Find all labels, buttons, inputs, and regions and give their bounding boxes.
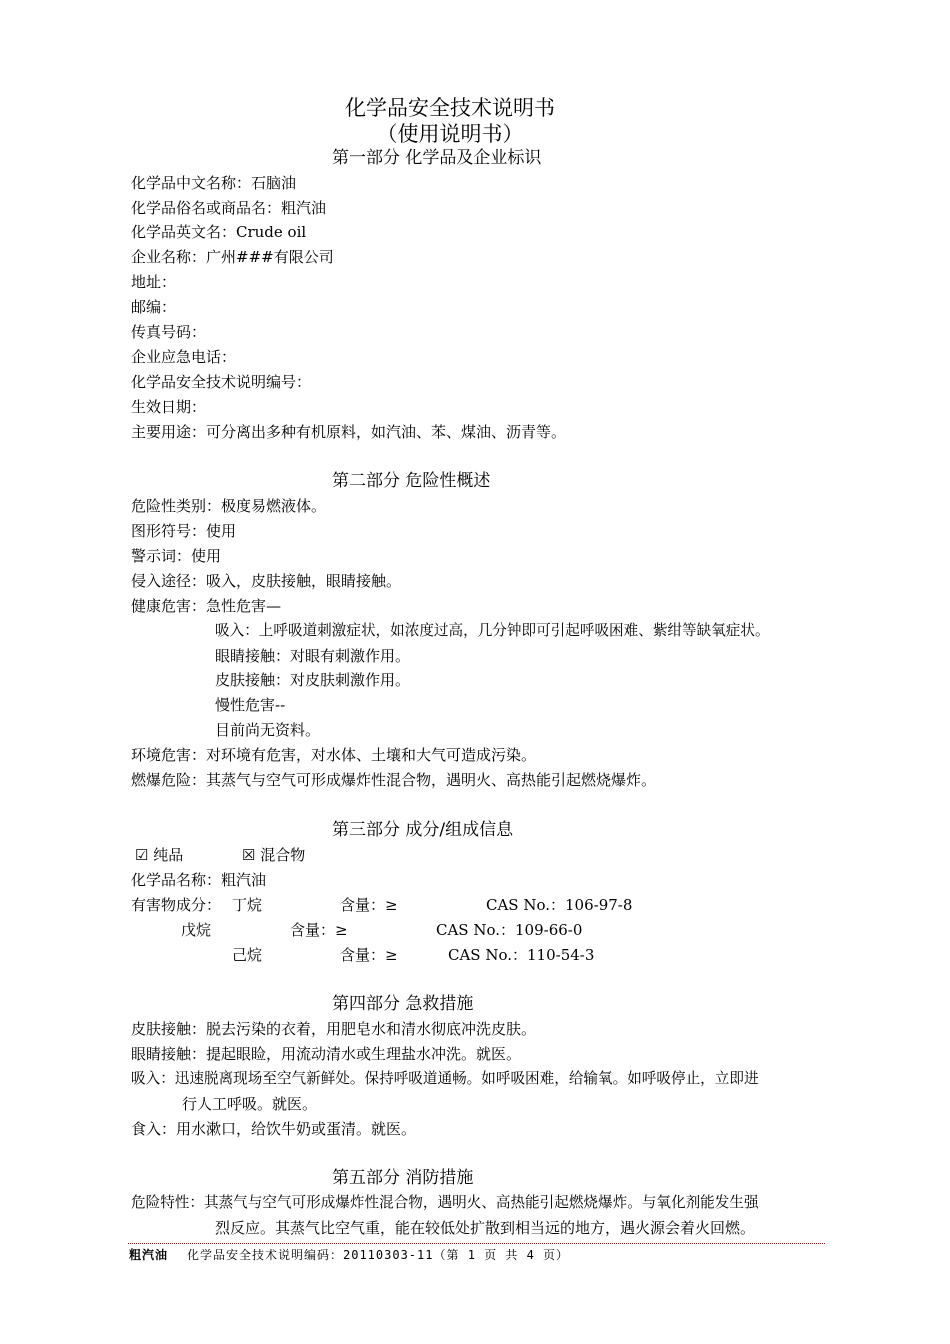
s1-line: 地址： [131,273,177,291]
document-title: 化学品安全技术说明书 [345,96,555,120]
s1-line: 化学品安全技术说明编号： [131,373,312,391]
s4-line: 食入：用水漱口，给饮牛奶或蛋清。就医。 [131,1120,417,1138]
s2-line: 警示词：使用 [131,547,222,565]
component-content: 含量：≥ [340,946,398,964]
s1-line: 化学品俗名或商品名：粗汽油 [131,199,327,217]
s1-line: 传真号码： [131,323,207,341]
s2-line-indented: 眼睛接触：对眼有刺激作用。 [215,647,411,665]
s2-line-indented: 慢性危害-- [215,696,286,714]
component-name: 己烷 [232,946,263,964]
s4-line: 吸入：迅速脱离现场至空气新鲜处。保持呼吸道通畅。如呼吸困难，给输氧。如呼吸停止，立即进 [131,1070,759,1087]
s2-line: 图形符号：使用 [131,522,237,540]
s1-line: 生效日期： [131,398,207,416]
section-5-heading: 第五部分 消防措施 [332,1168,474,1188]
pure-checkbox-label: ☑ 纯品 [135,846,184,864]
component-cas: CAS No.：109-66-0 [436,921,583,939]
s4-line: 眼睛接触：提起眼睑，用流动清水或生理盐水冲洗。就医。 [131,1045,522,1063]
s1-line: 化学品英文名：Crude oil [131,223,307,241]
s4-line-indented: 行人工呼吸。就医。 [182,1095,318,1113]
section-2-heading: 第二部分 危险性概述 [332,471,491,491]
s2-line: 环境危害：对环境有危害，对水体、土壤和大气可造成污染。 [131,746,537,764]
s4-line: 皮肤接触：脱去污染的衣着，用肥皂水和清水彻底冲洗皮肤。 [131,1020,537,1038]
hazard-components-label: 有害物成分： [131,896,222,914]
s2-line-indented: 皮肤接触：对皮肤刺激作用。 [215,671,411,689]
component-content: 含量：≥ [340,896,398,914]
s1-line: 化学品中文名称：石脑油 [131,174,297,192]
s5-line-indented: 烈反应。其蒸气比空气重，能在较低处扩散到相当远的地方，遇火源会着火回燃。 [215,1219,756,1237]
component-content: 含量：≥ [290,921,348,939]
s2-line-indented: 目前尚无资料。 [215,721,321,739]
section-4-heading: 第四部分 急救措施 [332,994,474,1014]
component-name: 戊烷 [181,921,212,939]
s5-line: 危险特性：其蒸气与空气可形成爆炸性混合物，遇明火、高热能引起燃烧爆炸。与氧化剂能发生强 [131,1194,759,1211]
s2-line-indented: 吸入：上呼吸道刺激症状，如浓度过高，几分钟即可引起呼吸困难、紫绀等缺氧症状。 [215,622,770,639]
footer-doc-code: 化学品安全技术说明编码：20110303-11（第 1 页 共 4 页） [187,1248,570,1262]
s2-line: 燃爆危险：其蒸气与空气可形成爆炸性混合物，遇明火、高热能引起燃烧爆炸。 [131,771,657,789]
s2-line: 侵入途径：吸入，皮肤接触，眼睛接触。 [131,572,402,590]
footer-divider [128,1243,825,1244]
s3-chemical-name: 化学品名称：粗汽油 [131,871,267,889]
mixture-checkbox-label: ☒ 混合物 [242,846,306,864]
s1-line: 邮编： [131,298,177,316]
component-name: 丁烷 [232,896,263,914]
s1-line: 主要用途：可分离出多种有机原料，如汽油、苯、煤油、沥青等。 [131,423,567,441]
document-subtitle: （使用说明书） [376,122,524,146]
s2-line: 危险性类别：极度易燃液体。 [131,497,327,515]
s1-line: 企业名称：广州###有限公司 [131,248,334,266]
s2-line: 健康危害：急性危害— [131,597,282,615]
footer-product: 粗汽油 [129,1248,169,1262]
section-3-heading: 第三部分 成分/组成信息 [332,820,514,840]
section-1-heading: 第一部分 化学品及企业标识 [332,148,542,168]
component-cas: CAS No.：110-54-3 [448,946,595,964]
s1-line: 企业应急电话： [131,348,237,366]
component-cas: CAS No.：106-97-8 [486,896,633,914]
